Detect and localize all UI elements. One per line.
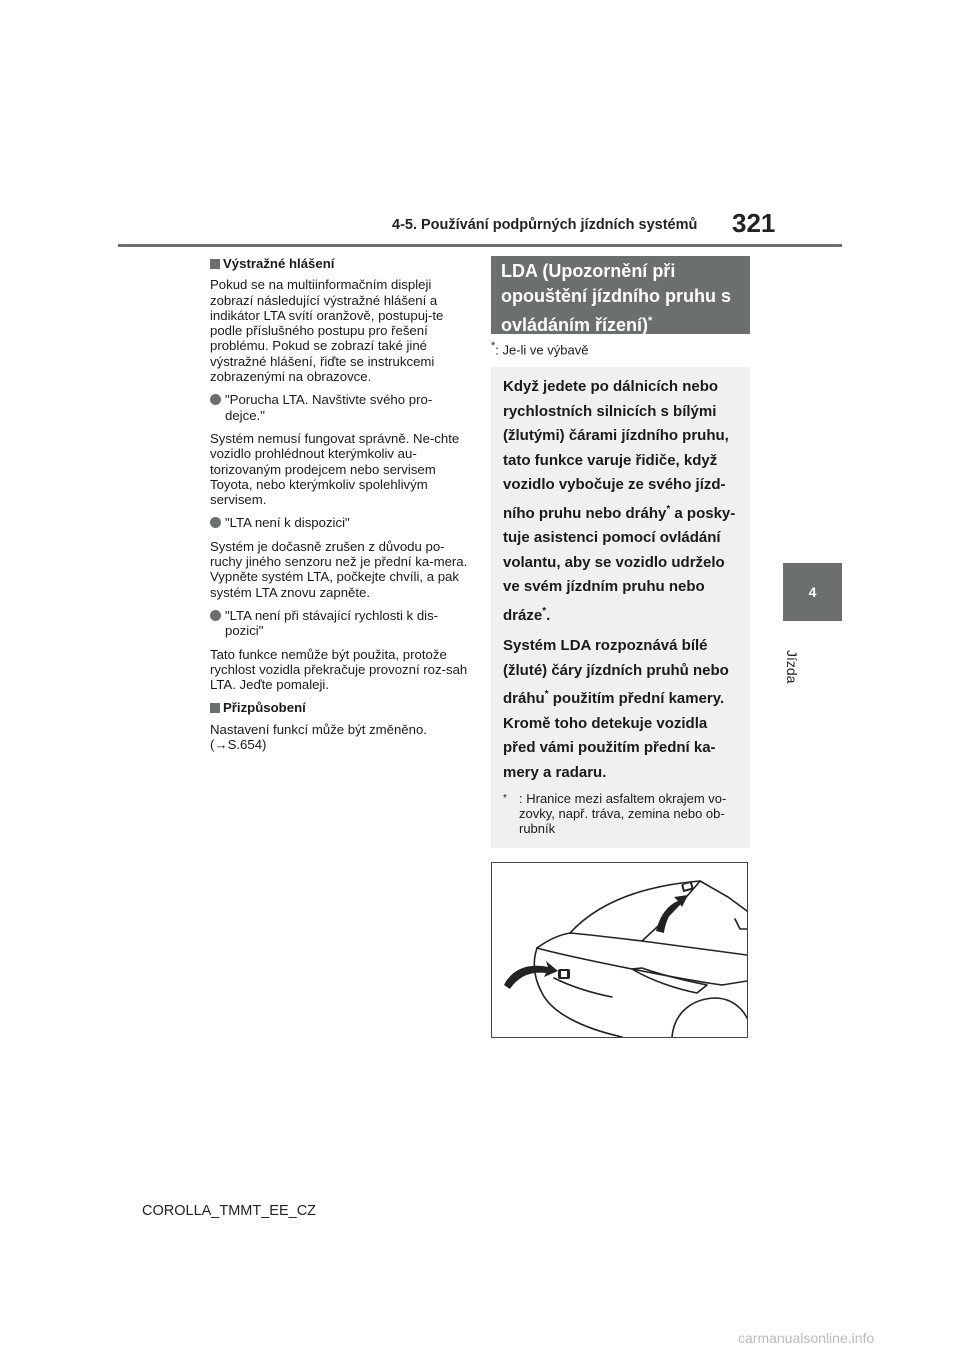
car-camera-illustration: [491, 862, 748, 1038]
section-heading-warning: Výstražné hlášení: [210, 256, 468, 271]
bullet-item: [210, 515, 468, 530]
chapter-tab: 4: [783, 563, 842, 621]
intro-footnote: * : Hranice mezi asfaltem okrajem vo-zovky, např. tráva, zemina nebo ob-rubník: [503, 791, 727, 837]
chapter-label: Jízda: [784, 650, 800, 684]
footer-code: COROLLA_TMMT_EE_CZ: [142, 1203, 317, 1219]
bumper-outline: [534, 948, 622, 1037]
availability-note: *: Je-li ve výbavě: [491, 340, 589, 358]
bullet-text: Tato funkce nemůže být použita, protože rychlost vozidla překračuje provozní roz-sah LTA. Jeďte pomaleji.: [210, 646, 468, 693]
bullet-text: Systém je dočasně zrušen z důvodu po-ruchy jiného senzoru než je přední ka-mera. Vypněte systém LTA, počkejte chvíli, a pak systém LTA znovu zapněte.: [210, 538, 468, 600]
intro-paragraph-1: Když jedete po dálnicích nebo rychlostních silnicích s bílými (žlutými) čárami jízdního pruhu, tato funkce varuje řidiče, když vozidlo vybočuje ze svého jízd-ního pruhu nebo dráhy* a posky-tuje asistenci pomocí ovládání volantu, aby se vozidlo udrželo ve svém jízdním pruhu nebo dráze*.: [503, 378, 736, 624]
customization-paragraph: Nastavení funkcí může být změněno. (→S.654): [210, 721, 427, 753]
radar-sensor: [558, 969, 570, 979]
page-reference-link[interactable]: (→S.654): [210, 737, 267, 753]
left-column: [210, 256, 468, 760]
footnote-star: *: [491, 340, 496, 352]
bullet-title: "LTA není k dispozici": [225, 515, 350, 531]
bullet-text: Systém nemusí fungovat správně. Ne-chte vozidlo prohlédnout kterýmkoliv au-torizovaným prodejcem nebo servisem Toyota, nebo kterýmkoliv spolehlivým servisem.: [210, 430, 460, 508]
bullet-title: "LTA není při stávající rychlosti k dis-pozici": [225, 607, 439, 639]
header-rule: [118, 244, 842, 247]
warning-paragraph: Pokud se na multiinformačním displeji zobrazí následující výstražné hlášení a indikátor LTA svítí oranžově, postupuj-te podle příslušného postupu pro řešení problému. Pokud se zobrazí také jiné výstražné hlášení, řiďte se instrukcemi zobrazenými na obrazovce.: [210, 277, 444, 385]
bullet-item: [210, 392, 468, 423]
footnote-star: *: [648, 315, 653, 327]
circle-bullet-icon: [210, 394, 221, 405]
section-header-title: 4-5. Používání podpůrných jízdních systémů: [392, 217, 698, 233]
lda-title-box: [491, 256, 750, 334]
car-front-drawing: [492, 863, 747, 1037]
circle-bullet-icon: [210, 610, 221, 621]
square-bullet-icon: [210, 259, 220, 269]
lda-title: LDA (Upozornění při opouštění jízdního pruhu s ovládáním řízení): [501, 261, 731, 335]
bullet-title: "Porucha LTA. Navštivte svého pro-dejce.": [225, 392, 433, 423]
section-heading-customization: Přizpůsobení: [210, 700, 468, 715]
wheel-arch: [672, 998, 747, 1037]
bullet-item: [210, 608, 468, 639]
right-column: [491, 256, 750, 1038]
arrow-to-radar-icon: [504, 961, 558, 989]
intro-box: [491, 367, 750, 848]
page-number: 321: [732, 208, 776, 238]
intro-paragraph-2: Systém LDA rozpoznává bílé (žluté) čáry jízdních pruhů nebo dráhu* použitím přední kamery. Kromě toho detekuje vozidla před vámi použitím přední ka-mery a radaru.: [503, 637, 729, 781]
arrow-to-camera-icon: [656, 895, 688, 933]
square-bullet-icon: [210, 703, 220, 713]
watermark: carmanualsonline.info: [738, 1330, 875, 1346]
circle-bullet-icon: [210, 517, 221, 528]
